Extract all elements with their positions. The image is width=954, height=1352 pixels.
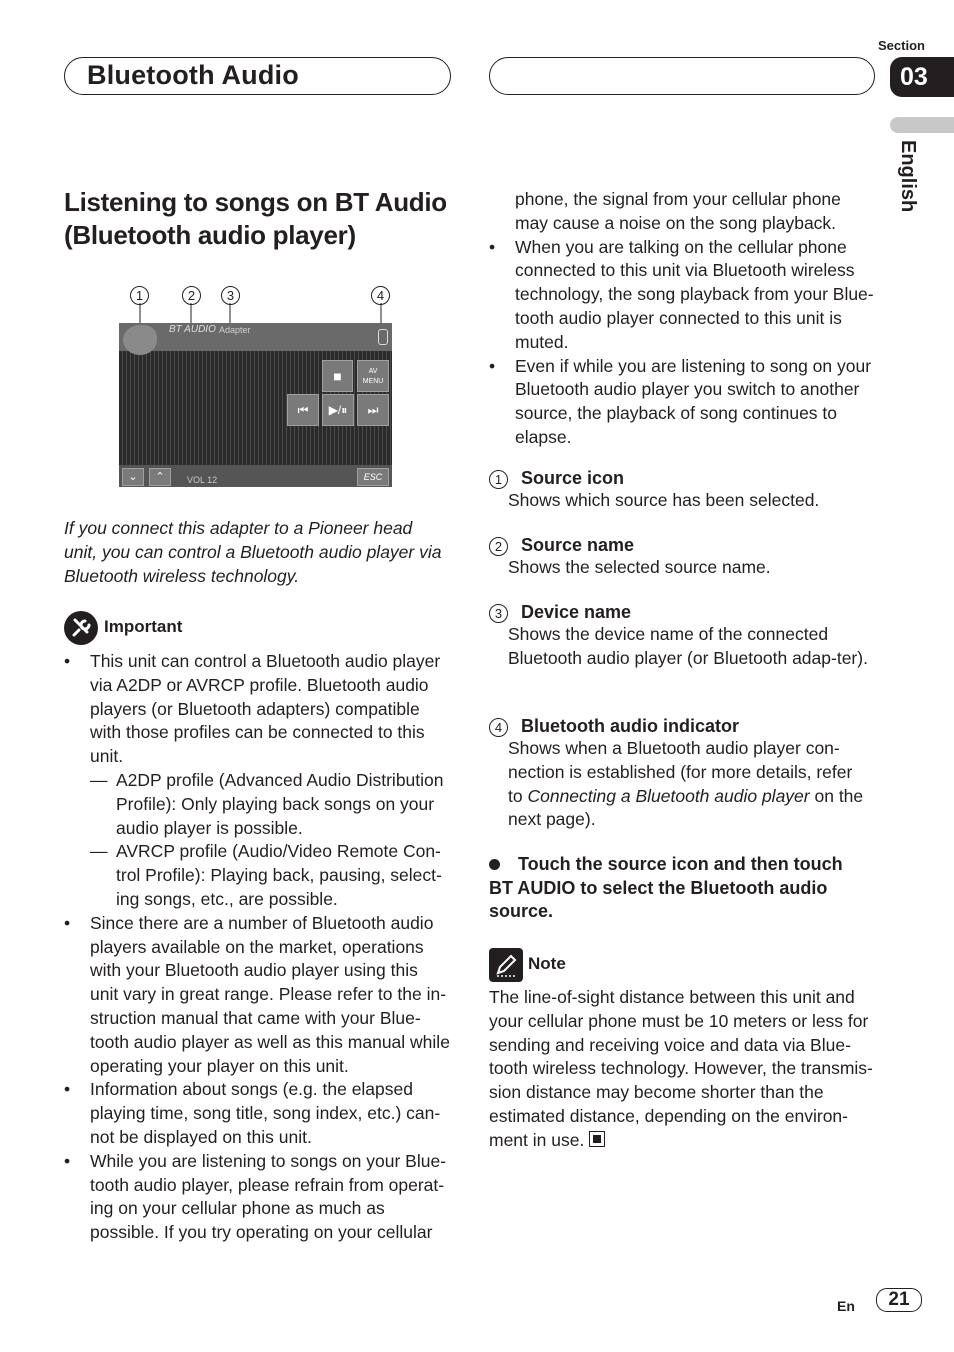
bullet-dot-icon [489,859,500,870]
end-mark-icon [589,1131,605,1147]
note-label: Note [528,954,566,973]
figure-callout-4: 4 [371,285,390,305]
important-list [90,650,450,1245]
intro-paragraph: If you connect this adapter to a Pioneer head unit, you can control a Bluetooth audio player via Bluetooth wireless technology. [64,518,442,586]
screen-top-bar [119,323,392,351]
header-title-frame [64,57,451,95]
list-item: • Even if while you are listening to song on your Bluetooth audio player you switch to another source, the playback of song continues to elapse. [515,355,877,450]
language-label: English [897,140,919,213]
screen-volume-label: VOL 12 [187,475,218,485]
callout-bluetooth-indicator: 4 Bluetooth audio indicator Shows when a Bluetooth audio player con-nection is established (for more details, refer to Connecting a Bluetooth audio player on the next page). [489,716,879,832]
figure-callout-2: 2 [182,285,201,305]
figure-callout-1: 1 [130,285,149,305]
continuation-text: phone, the signal from your cellular phone may cause a noise on the song playback. [515,189,841,233]
av-menu-button[interactable]: AV MENU [357,360,389,392]
footer-language: En [837,1298,855,1314]
list-item: • Since there are a number of Bluetooth audio players available on the market, operations with your Bluetooth audio player using this unit vary in great range. Please refer to the in-struction manual that came with your Blue-tooth audio player as well as this manual while operating your player on this unit. [90,912,450,1079]
play-pause-button[interactable]: ▶/⏸ [322,394,354,426]
list-item: • When you are talking on the cellular phone connected to this unit via Bluetooth wireless technology, the song playback from your Blue-tooth audio player connected to this unit is muted. [515,236,877,355]
head-unit-screen [119,323,392,487]
volume-up-button[interactable]: ⌃ [149,468,171,486]
important-label: Important [104,617,183,636]
right-column-list [515,188,877,450]
header-title: Bluetooth Audio [87,60,299,90]
screen-source-name: BT AUDIO [169,324,216,335]
page-title: Listening to songs on BT Audio (Bluetooth audio player) [64,187,447,250]
section-number-badge: 03 [890,57,954,97]
list-item: • Information about songs (e.g. the elapsed playing time, song title, song index, etc.) can-not be displayed on this unit. [90,1078,450,1149]
section-label: Section [878,38,925,53]
note-pencil-icon [489,948,523,982]
important-icon [64,611,98,645]
bluetooth-indicator-icon [378,329,388,345]
list-item: — A2DP profile (Advanced Audio Distribution Profile): Only playing back songs on your audio player is possible. [116,769,450,840]
previous-track-button[interactable]: ⏮ [287,394,319,426]
language-tab [890,117,954,133]
page-number: 21 [876,1288,922,1312]
list-item: • While you are listening to songs on your Blue-tooth audio player, please refrain from operat-ing on your cellular phone as much as possible. If you try operating on your cellular [90,1150,450,1245]
note-text: The line-of-sight distance between this unit and your cellular phone must be 10 meters or less for sending and receiving voice and data via Blue-tooth wireless technology. However, the transmis-sion distance may become shorter than the estimated distance, depending on the environ-ment in use. [489,987,873,1150]
instruction-step: Touch the source icon and then touch BT AUDIO to select the Bluetooth audio source. [489,854,843,921]
cross-reference-link: Connecting a Bluetooth audio player [527,785,810,806]
list-item: — AVRCP profile (Audio/Video Remote Con-trol Profile): Playing back, pausing, select-ing songs, etc., are possible. [116,840,450,911]
next-track-button[interactable]: ⏭ [357,394,389,426]
list-item: • This unit can control a Bluetooth audio player via A2DP or AVRCP profile. Bluetooth audio players (or Bluetooth adapters) compatible with those profiles can be connected to this unit. — A2DP profile (Advanced Audio Distribution Profile): Only playing back songs on your audio player is possible. — AVRCP profile (Audio/Video Remote Con-trol Profile): Playing back, pausing, select-ing songs, etc., are possible. [90,650,450,912]
callout-source-icon: 1 Source icon Shows which source has been selected. [489,468,879,513]
volume-down-button[interactable]: ⌄ [122,468,144,486]
esc-button[interactable]: ESC [357,468,389,486]
callout-device-name: 3 Device name Shows the device name of the connected Bluetooth audio player (or Bluetooth adap-ter). [489,602,879,671]
header-right-frame [489,57,875,95]
source-icon[interactable] [123,325,157,355]
callout-source-name: 2 Source name Shows the selected source name. [489,535,879,580]
screen-device-name: Adapter [219,325,251,335]
stop-button[interactable]: ■ [322,360,353,392]
figure-callout-3: 3 [221,285,240,305]
